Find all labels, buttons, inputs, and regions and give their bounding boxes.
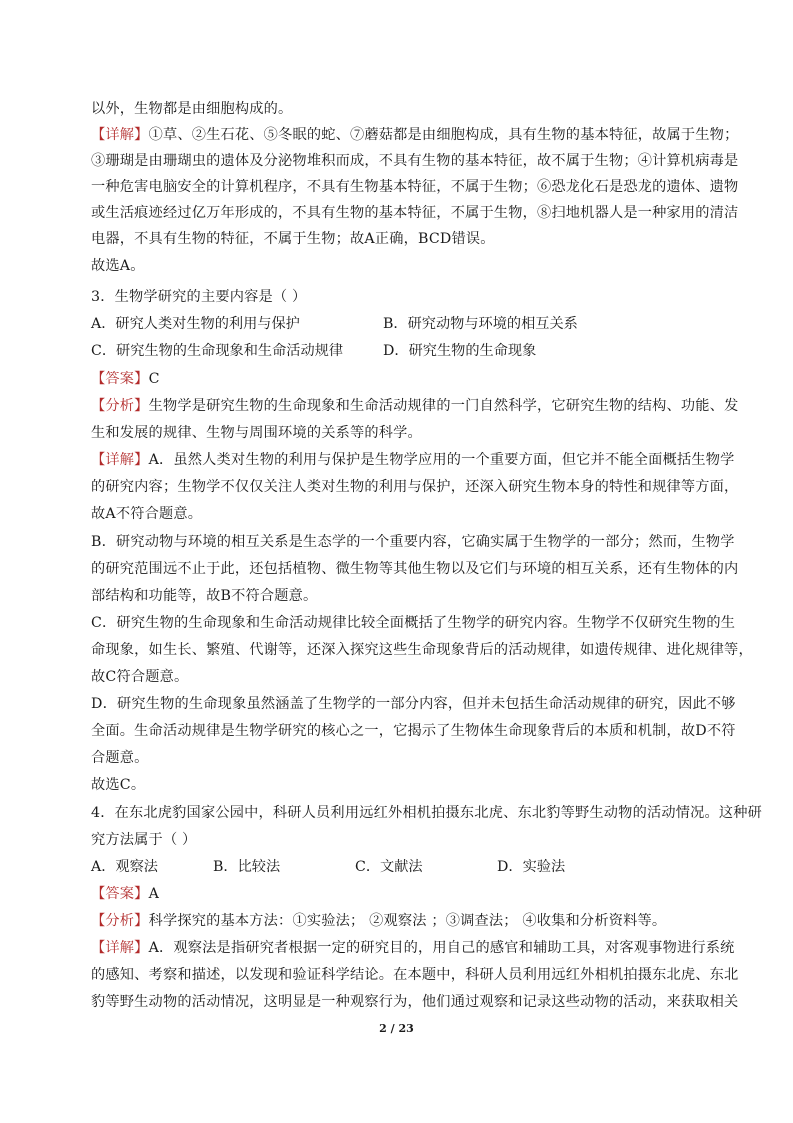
paragraph-line: ③珊瑚是由珊瑚虫的遗体及分泌物堆积而成，不具有生物的基本特征，故不属于生物；④计算机病毒是 [91,153,739,169]
paragraph-line: 部结构和功能等，故B不符合题意。 [91,588,318,604]
detail-tag: 【详解】 [91,452,149,468]
analysis-tag: 【分析】 [91,913,149,929]
option-c: C．文献法 [355,859,423,875]
paragraph-line: 的研究内容；生物学不仅仅关注人类对生物的利用与保护，还深入研究生物本身的特性和规律等方面， [91,479,739,495]
paragraph-line: C．研究生物的生命现象和生命活动规律比较全面概括了生物学的研究内容。生物学不仅研究生物的生 [91,615,736,631]
paragraph-line: 的研究范围远不止于此，还包括植物、微生物等其他生物以及它们与环境的相互关系，还有生物体的内 [91,561,739,577]
paragraph-line: 合题意。 [91,750,149,766]
analysis-line [91,908,731,935]
answer-value: C [148,371,160,387]
detail-line [91,447,735,474]
paragraph-line: 电器，不具有生物的特征，不属于生物；故A正确，BCD错误。 [91,231,495,247]
paragraph-line: 命现象，如生长、繁殖、代谢等，还深入探究这些生命现象背后的活动规律，如遗传规律、进化规律等， [91,642,753,658]
paragraph-line: 故A不符合题意。 [91,506,203,522]
question-stem: 4．在东北虎豹国家公园中，科研人员利用远红外相机拍摄东北虎、东北豹等野生动物的活动情况。这种研 [91,805,763,821]
answer-tag: 【答案】 [91,886,149,902]
answer-tag: 【答案】 [91,371,149,387]
answer-value: A [148,886,160,902]
detail-line [91,935,735,962]
analysis-text: 生物学是研究生物的生命现象和生命活动规律的一门自然科学，它研究生物的结构、功能、发 [148,398,739,414]
detail-text: ①草、②生石花、⑤冬眠的蛇、⑦蘑菇都是由细胞构成，具有生物的基本特征，故属于生物； [148,127,739,143]
paragraph-line: D．研究生物的生命现象虽然涵盖了生物学的一部分内容，但并未包括生命活动规律的研究，因此不够 [91,696,736,712]
option-b: B．研究动物与环境的相互关系 [383,316,578,332]
option-d: D．研究生物的生命现象 [383,343,537,359]
choice-line: 故选C。 [91,777,146,793]
detail-text: A．虽然人类对生物的利用与保护是生物学应用的一个重要方面，但它并不能全面概括生物学 [148,452,735,468]
analysis-line [91,393,739,420]
option-b: B．比较法 [213,859,281,875]
choice-line: 故选A。 [91,258,145,274]
option-a: A．研究人类对生物的利用与保护 [91,316,300,332]
paragraph-line: B．研究动物与环境的相互关系是生态学的一个重要内容，它确实属于生物学的一部分；然而，生物学 [91,534,735,550]
paragraph-line: 或生活痕迹经过亿万年形成的，不具有生物的基本特征，不属于生物，⑧扫地机器人是一种家用的清洁 [91,205,739,221]
paragraph-line: 故C符合题意。 [91,669,189,685]
paragraph-line: 生和发展的规律、生物与周围环境的关系等的科学。 [91,425,422,441]
question-stem: 3．生物学研究的主要内容是（ ） [91,289,307,305]
page-number: 2 / 23 [379,1022,414,1035]
detail-text: A．观察法是指研究者根据一定的研究目的，用自己的感官和辅助工具，对客观事物进行系统 [148,940,735,956]
question-stem-cont: 究方法属于（ ） [91,832,197,848]
paragraph-line: 以外，生物都是由细胞构成的。 [91,101,293,117]
analysis-text: 科学探究的基本方法：①实验法； ②观察法 ；③调查法； ④收集和分析资料等。 [148,913,667,929]
analysis-tag: 【分析】 [91,398,149,414]
paragraph-line: 的感知、考察和描述，以发现和验证科学结论。在本题中，科研人员利用远红外相机拍摄东北虎、东北 [91,967,739,983]
paragraph-line: 豹等野生动物的活动情况，这明显是一种观察行为，他们通过观察和记录这些动物的活动，来获取相关 [91,994,739,1010]
option-d: D．实验法 [497,859,566,875]
paragraph-line: 全面。生命活动规律是生物学研究的核心之一，它揭示了生物体生命现象背后的本质和机制，故D不符 [91,723,736,739]
detail-tag: 【详解】 [91,940,149,956]
option-a: A．观察法 [91,859,158,875]
paragraph-line: 一种危害电脑安全的计算机程序，不具有生物基本特征，不属于生物；⑥恐龙化石是恐龙的遗体、遗物 [91,179,739,195]
answer-line [91,366,731,393]
answer-line [91,881,731,908]
detail-line [91,122,739,149]
detail-tag: 【详解】 [91,127,149,143]
option-c: C．研究生物的生命现象和生命活动规律 [91,343,344,359]
